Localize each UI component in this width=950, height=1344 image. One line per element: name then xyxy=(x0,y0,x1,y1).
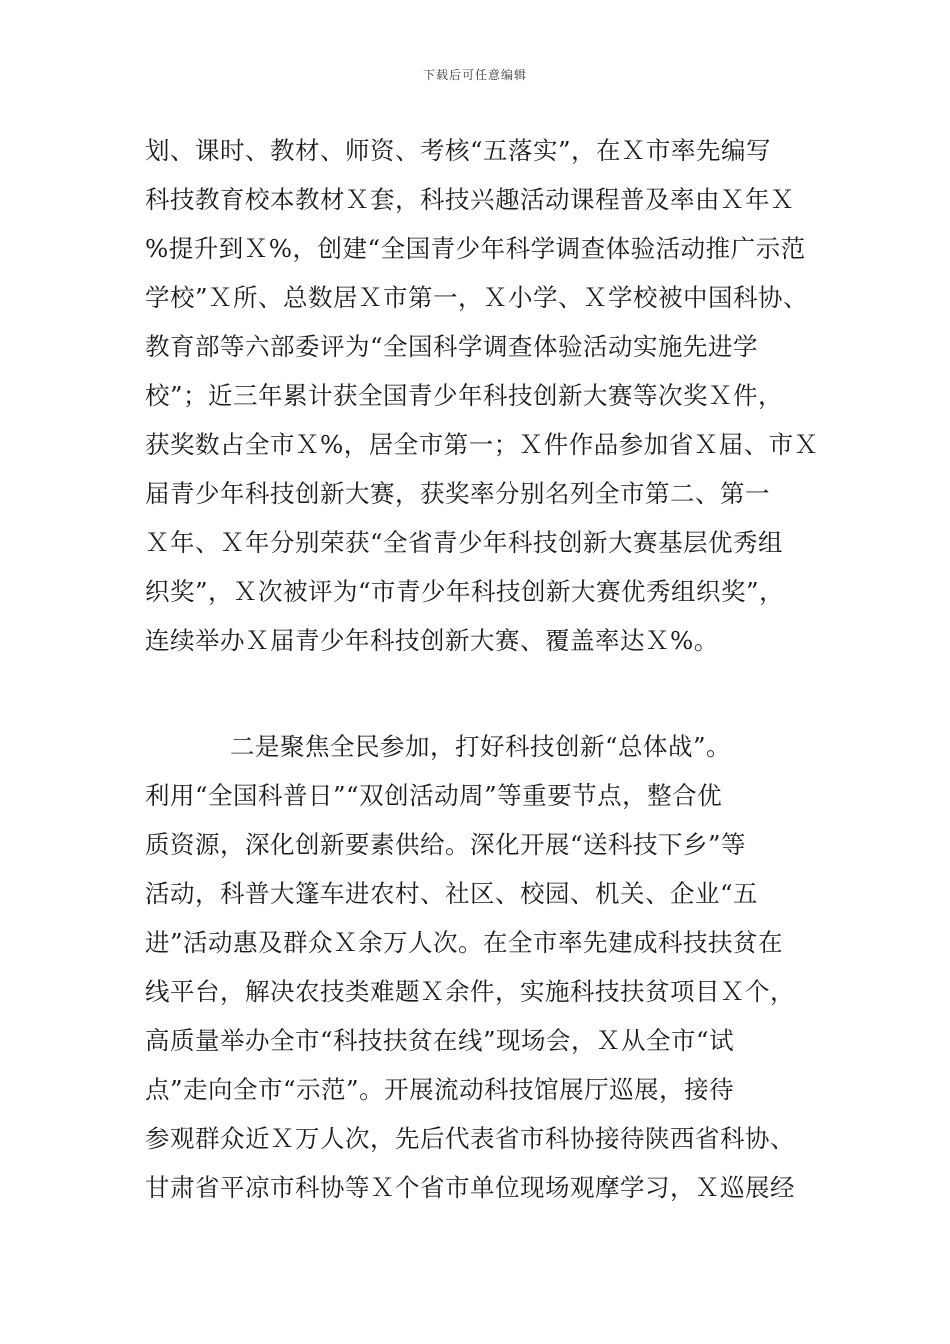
paragraph-1 xyxy=(145,126,819,665)
paragraph-line: 进”活动惠及群众Ｘ余万人次。在全市率先建成科技扶贫在 xyxy=(145,928,784,957)
paragraph-line: 科技教育校本教材Ｘ套，科技兴趣活动课程普及率由Ｘ年Ｘ xyxy=(145,185,795,214)
paragraph-line: 获奖数占全市Ｘ%，居全市第一；Ｘ件作品参加省Ｘ届、市Ｘ xyxy=(145,430,819,459)
paragraph-line: 参观群众近Ｘ万人次，先后代表省市科协接待陕西省科协、 xyxy=(145,1124,795,1153)
paragraph-line: 学校”Ｘ所、总数居Ｘ市第一，Ｘ小学、Ｘ学校被中国科协、 xyxy=(145,283,809,312)
paragraph-line: 线平台，解决农技类难题Ｘ余件，实施科技扶贫项目Ｘ个， xyxy=(145,977,795,1006)
paragraph-2 xyxy=(145,722,810,1212)
paragraph-line: 连续举办Ｘ届青少年科技创新大赛、覆盖率达Ｘ%。 xyxy=(145,626,719,655)
paragraph-line: 织奖”，Ｘ次被评为“市青少年科技创新大赛优秀组织奖”， xyxy=(145,577,785,606)
paragraph-line: 甘肃省平凉市科协等Ｘ个省市单位现场观摩学习，Ｘ巡展经 xyxy=(145,1173,795,1202)
page-header: 下载后可任意编辑 xyxy=(422,68,527,82)
paragraph-line: 教育部等六部委评为“全国科学调查体验活动实施先进学 xyxy=(145,332,759,361)
paragraph-line: 点”走向全市“示范”。开展流动科技馆展厅巡展，接待 xyxy=(145,1075,735,1104)
paragraph-line: %提升到Ｘ%，创建“全国青少年科学调查体验活动推广示范 xyxy=(145,234,806,263)
paragraph-line: 高质量举办全市“科技扶贫在线”现场会，Ｘ从全市“试 xyxy=(145,1026,735,1055)
paragraph-line: 划、课时、教材、师资、考核“五落实”，在Ｘ市率先编写 xyxy=(145,136,772,165)
paragraph-line: 活动，科普大篷车进农村、社区、校园、机关、企业“五 xyxy=(145,879,759,908)
paragraph-line: 利用“全国科普日”“双创活动周”等重要节点，整合优 xyxy=(145,781,723,810)
paragraph-line: 届青少年科技创新大赛，获奖率分别名列全市第二、第一 xyxy=(145,479,770,508)
paragraph-line: 校”；近三年累计获全国青少年科技创新大赛等次奖Ｘ件， xyxy=(145,381,784,410)
paragraph-heading-line: 二是聚焦全民参加，打好科技创新“总体战”。 xyxy=(230,732,732,761)
paragraph-line: 质资源，深化创新要素供给。深化开展“送科技下乡”等 xyxy=(145,830,747,859)
paragraph-line: Ｘ年、Ｘ年分别荣获“全省青少年科技创新大赛基层优秀组 xyxy=(145,528,784,557)
